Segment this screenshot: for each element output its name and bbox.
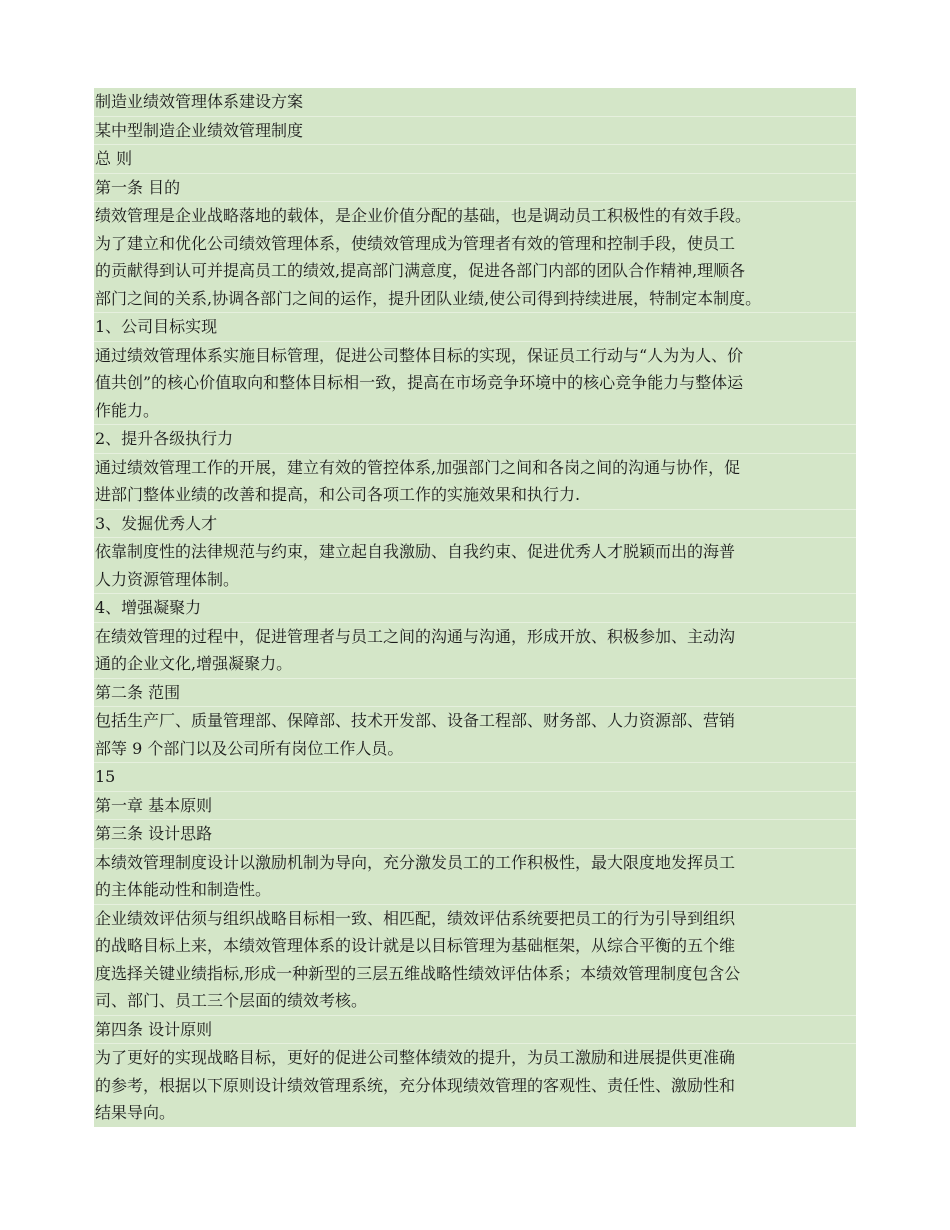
text-block — [94, 849, 856, 905]
text-block — [94, 623, 856, 679]
text-line: 度选择关键业绩指标,形成一种新型的三层五维战略性绩效评估体系；本绩效管理制度包含公 — [95, 963, 741, 983]
text-line: 司、部门、员工三个层面的绩效考核。 — [95, 991, 368, 1010]
text-block — [94, 905, 856, 1016]
text-line: 第二条 范围 — [95, 682, 181, 702]
text-line: 某中型制造企业绩效管理制度 — [95, 120, 304, 140]
text-block — [94, 538, 856, 594]
text-line: 第四条 设计原则 — [95, 1019, 213, 1039]
text-line: 依靠制度性的法律规范与约束，建立起自我激励、自我约束、促进优秀人才脱颖而出的海普 — [95, 542, 736, 561]
text-line: 的主体能动性和制造性。 — [95, 880, 272, 899]
text-line: 绩效管理是企业战略落地的载体，是企业价值分配的基础，也是调动员工积极性的有效手段。 — [95, 206, 752, 225]
text-line: 第一章 基本原则 — [95, 795, 213, 815]
text-block — [94, 594, 856, 623]
text-line: 部门之间的关系,协调各部门之间的运作，提升团队业绩,使公司得到持续进展，特制定本制度。 — [95, 288, 762, 308]
text-block — [94, 313, 856, 342]
text-block — [94, 145, 856, 174]
text-line: 的贡献得到认可并提高员工的绩效,提高部门满意度，促进各部门内部的团队合作精神,理顺各 — [95, 261, 746, 280]
text-line: 人力资源管理体制。 — [95, 569, 240, 589]
text-line: 作能力。 — [95, 400, 160, 420]
text-block — [94, 679, 856, 708]
text-block — [94, 174, 856, 203]
text-line: 进部门整体业绩的改善和提高，和公司各项工作的实施效果和执行力. — [95, 485, 581, 504]
text-block — [94, 342, 856, 426]
text-line: 在绩效管理的过程中，促进管理者与员工之间的沟通与沟通，形成开放、积极参加、主动沟 — [95, 626, 736, 646]
text-block — [94, 202, 856, 313]
text-block — [94, 1044, 856, 1127]
text-line: 第三条 设计思路 — [95, 824, 213, 843]
text-line: 制造业绩效管理体系建设方案 — [95, 92, 304, 111]
text-line: 通过绩效管理工作的开展，建立有效的管控体系,加强部门之间和各岗之间的沟通与协作，促 — [95, 457, 741, 477]
text-line: 1、公司目标实现 — [95, 317, 218, 336]
text-line: 部等 9 个部门以及公司所有岗位工作人员。 — [95, 738, 404, 758]
text-line: 值共创”的核心价值取向和整体目标相一致，提高在市场竞争环境中的核心竞争能力与整体运 — [95, 373, 744, 392]
text-line: 企业绩效评估须与组织战略目标相一致、相匹配，绩效评估系统要把员工的行为引导到组织 — [95, 908, 736, 928]
text-block — [94, 425, 856, 454]
text-block — [94, 792, 856, 821]
text-line: 15 — [95, 767, 116, 786]
text-line: 包括生产厂、质量管理部、保障部、技术开发部、设备工程部、财务部、人力资源部、营销 — [95, 711, 736, 730]
text-line: 结果导向。 — [95, 1103, 176, 1122]
text-line: 总 则 — [95, 149, 133, 168]
text-block — [94, 763, 856, 792]
text-line: 的战略目标上来，本绩效管理体系的设计就是以目标管理为基础框架，从综合平衡的五个维 — [95, 936, 736, 955]
text-line: 4、增强凝聚力 — [95, 598, 202, 617]
text-block — [94, 820, 856, 849]
text-line: 通过绩效管理体系实施目标管理，促进公司整体目标的实现，保证员工行动与“人为为人、价 — [95, 345, 744, 365]
text-line: 第一条 目的 — [95, 177, 181, 197]
text-block — [94, 88, 856, 117]
text-block — [94, 1016, 856, 1045]
text-line: 本绩效管理制度设计以激励机制为导向，充分激发员工的工作积极性，最大限度地发挥员工 — [95, 852, 736, 872]
text-line: 通的企业文化,增强凝聚力。 — [95, 654, 293, 673]
text-line: 3、发掘优秀人才 — [95, 513, 218, 533]
text-block — [94, 707, 856, 763]
document-body — [94, 88, 856, 1127]
text-line: 为了更好的实现战略目标，更好的促进公司整体绩效的提升，为员工激励和进展提供更准确 — [95, 1048, 736, 1067]
text-line: 2、提升各级执行力 — [95, 429, 234, 448]
text-block — [94, 454, 856, 510]
text-block — [94, 117, 856, 146]
text-block — [94, 510, 856, 539]
text-line: 为了建立和优化公司绩效管理体系，使绩效管理成为管理者有效的管理和控制手段，使员工 — [95, 233, 736, 253]
text-line: 的参考，根据以下原则设计绩效管理系统，充分体现绩效管理的客观性、责任性、激励性和 — [95, 1075, 736, 1095]
